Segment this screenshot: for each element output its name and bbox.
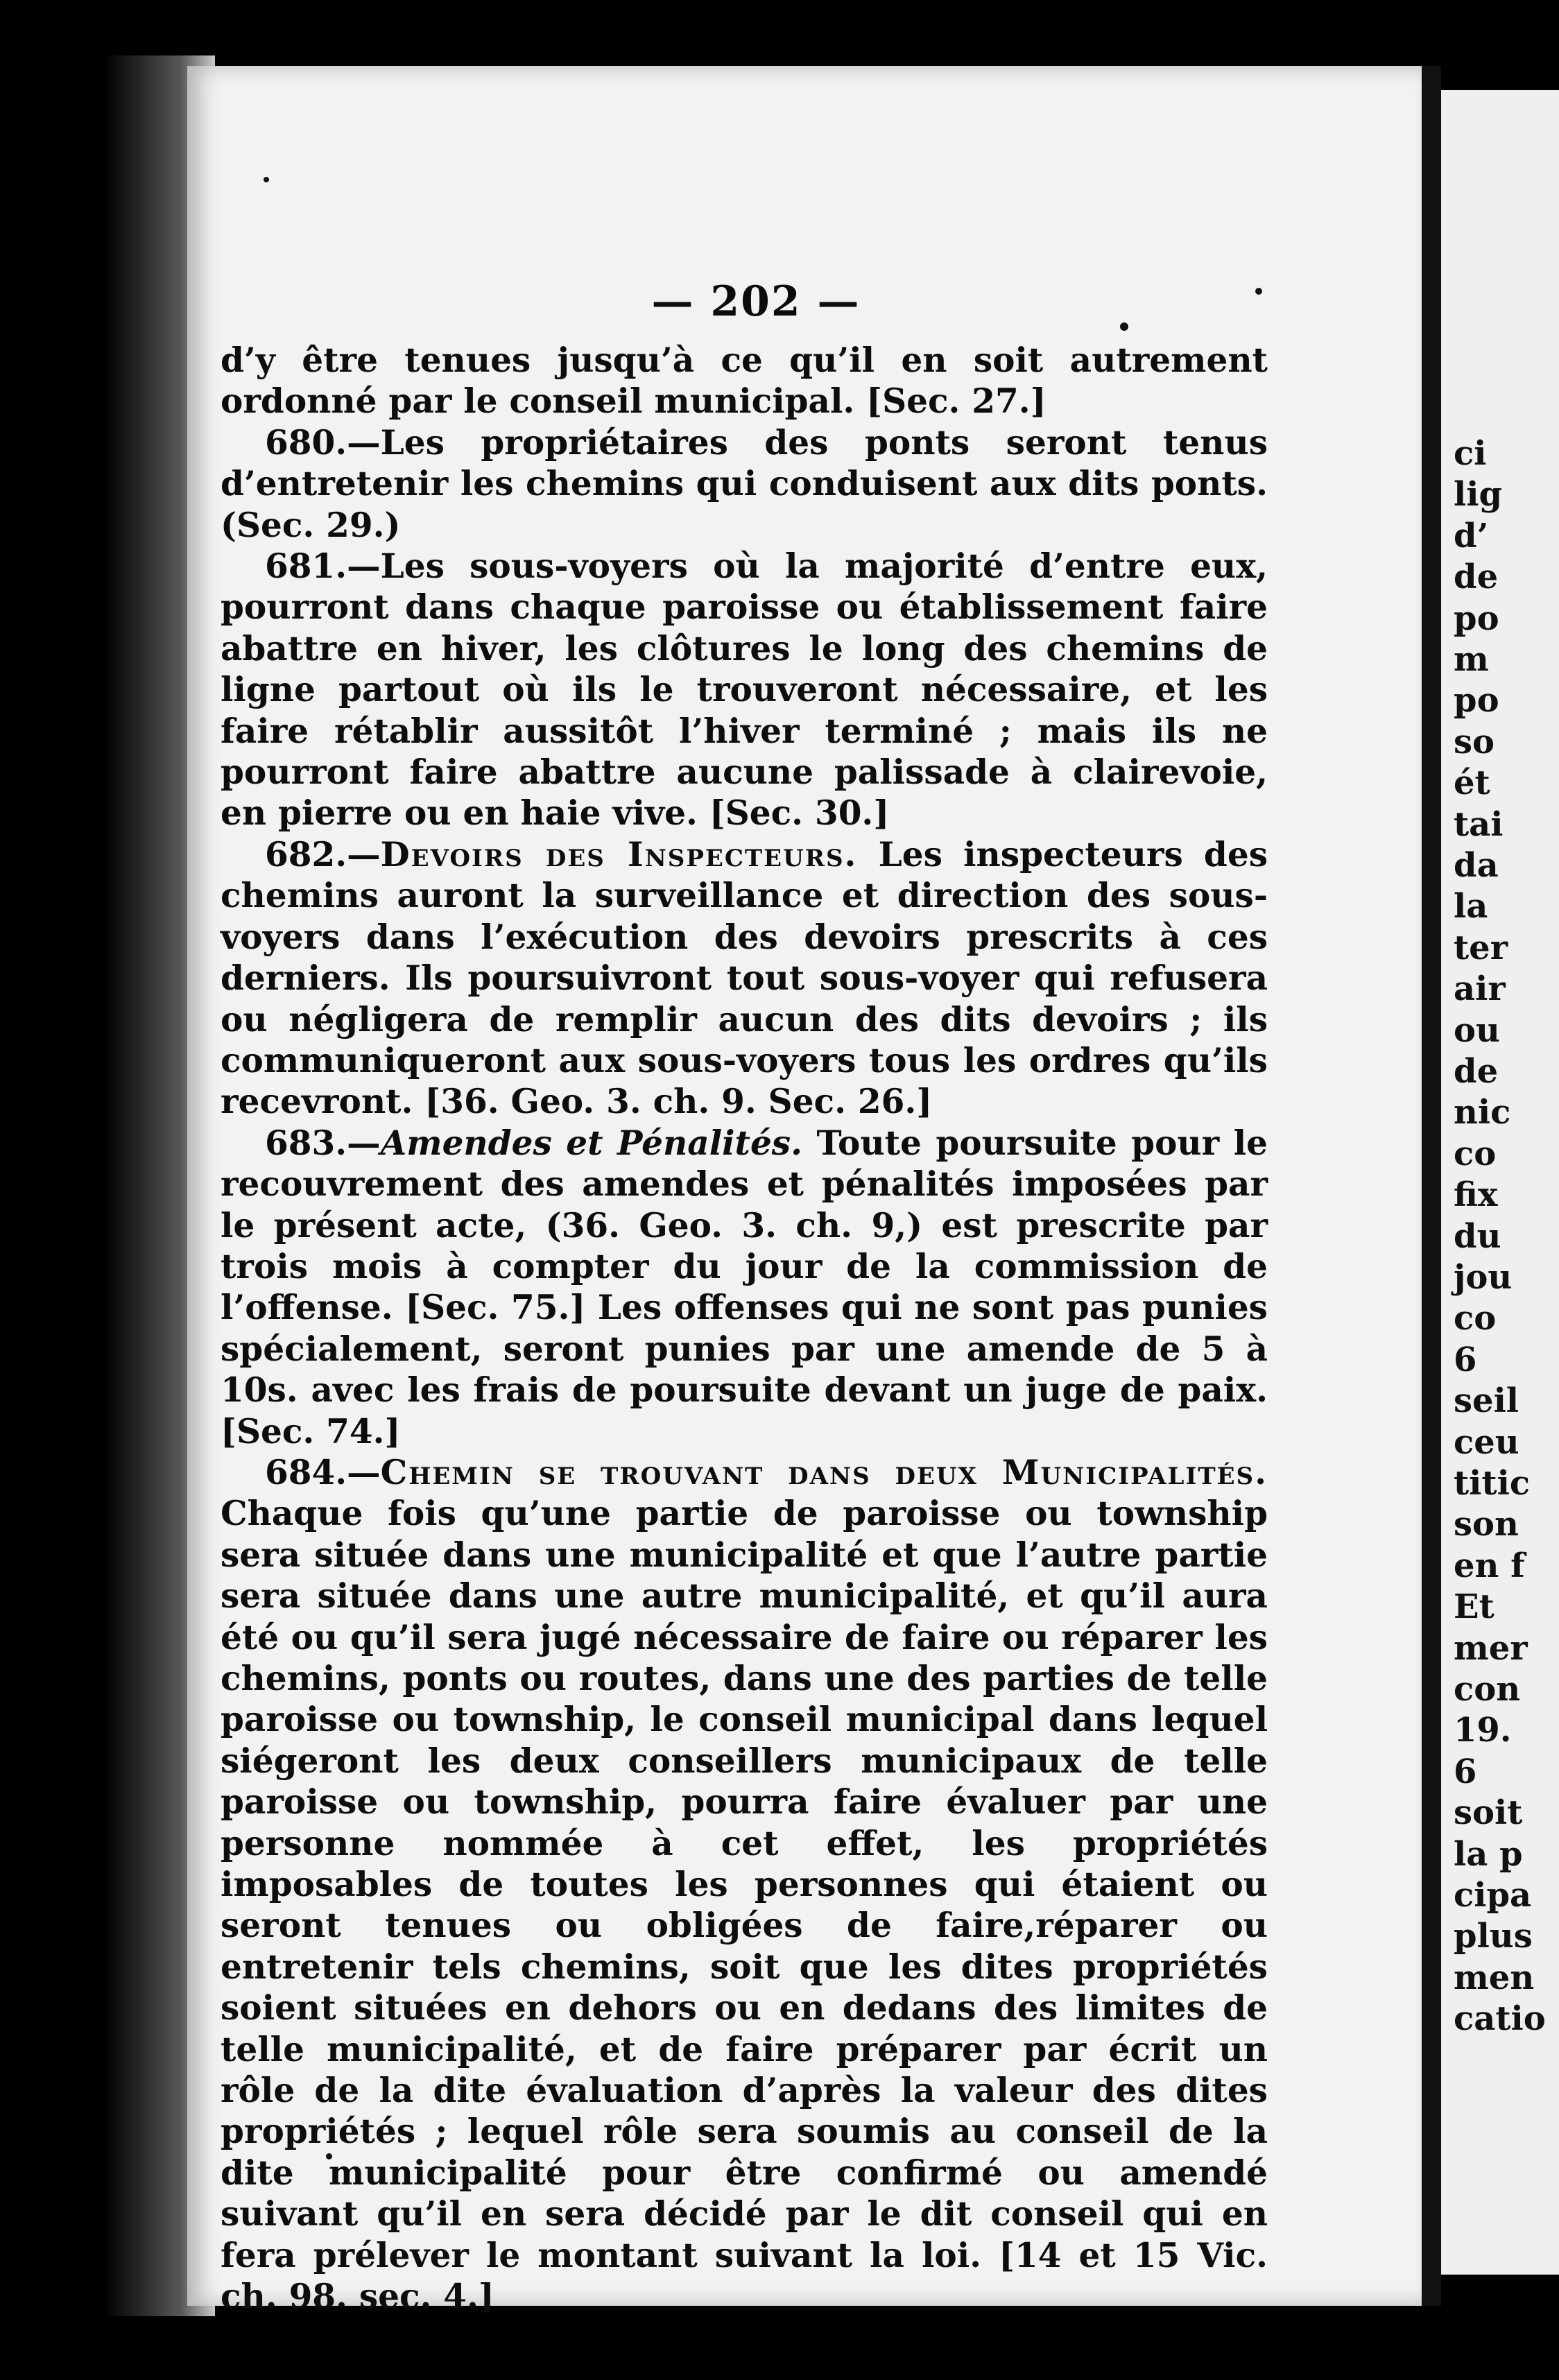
facing-page-fragment: du [1454,1216,1501,1256]
facing-page-fragment: men [1454,1958,1535,1997]
facing-page-fragment: fix [1454,1175,1498,1215]
facing-page-fragment: cipa [1454,1876,1532,1915]
facing-page-fragment: Et [1454,1587,1495,1627]
facing-page-fragment: con [1454,1670,1521,1709]
facing-page-fragment: co [1454,1299,1497,1338]
facing-page-fragment: son [1454,1505,1519,1544]
facing-page-fragment: ou [1454,1010,1500,1050]
page-gutter [1422,66,1441,2306]
facing-page-fragment: seil [1454,1381,1519,1421]
facing-page-fragment: de [1454,558,1499,597]
facing-page-fragment: titic [1454,1464,1531,1503]
facing-page-fragment: nic [1454,1093,1511,1132]
facing-page-fragment: ci [1454,434,1487,473]
facing-page-fragment: mer [1454,1628,1528,1668]
facing-page-fragment: ter [1454,928,1508,967]
paragraph-continuation: d’y être tenues jusqu’à ce qu’il en soit autrement ordonné par le conseil municipal. [Sec. 27.] [221,340,1268,422]
facing-page-fragment: plus [1454,1917,1533,1956]
page-number: — 202 — [651,277,861,326]
facing-page-fragment: 19. [1454,1711,1512,1750]
facing-page-fragment: d’ [1454,516,1489,555]
section-heading: Devoirs des Inspecteurs. [380,834,858,874]
facing-page-fragment: so [1454,722,1495,761]
facing-page-fragment: soit [1454,1793,1523,1833]
facing-page-fragment: air [1454,969,1506,1009]
facing-page-fragment: tai [1454,804,1504,844]
facing-page-fragment: en f [1454,1546,1525,1585]
facing-page-fragment: ceu [1454,1422,1519,1462]
facing-page-fragment: catio [1454,1999,1546,2039]
facing-page-fragment: la [1454,887,1488,926]
facing-page-fragment: da [1454,846,1499,885]
facing-page-fragment: jou [1454,1258,1513,1297]
facing-page-fragment: ét [1454,764,1490,803]
facing-page-fragment: 6 [1454,1340,1477,1379]
facing-page-fragment: po [1454,598,1499,638]
facing-page-fragment: lig [1454,475,1503,515]
section-heading: Chemin se trouvant dans deux Municipalités. [380,1452,1268,1492]
facing-page-fragment: co [1454,1134,1497,1173]
paragraph-683: 683.—Amendes et Pénalités. Toute poursuite pour le recouvrement des amendes et pénalités imposées par le présent acte, (36. Geo. 3. ch. 9,) est prescrite par trois mois à compter du jour de la commission de l’offense. [Sec. 75.] Les offenses qui ne sont pas punies spécialement, seront punies par une amende de 5 à 10s. avec les frais de poursuite devant un juge de paix. [Sec. 74.] [221,1123,1268,1451]
facing-page-edge [1441,90,1559,2275]
section-heading: Amendes et Pénalités. [380,1123,802,1163]
facing-page-fragment: la p [1454,1834,1523,1874]
paragraph-682: 682.—Devoirs des Inspecteurs. Les inspecteurs des chemins auront la surveillance et direction des sous-voyers dans l’exécution des devoirs prescrits à ces derniers. Ils poursuivront tout sous-voyer qui refusera ou négligera de remplir aucun des dits devoirs ; ils communiqueront aux sous-voyers tous les ordres qu’ils recevront. [36. Geo. 3. ch. 9. Sec. 26.] [221,834,1268,1122]
facing-page-fragment: po [1454,681,1499,721]
paragraph-680: 680.—Les propriétaires des ponts seront tenus d’entretenir les chemins qui conduisent aux dits ponts. (Sec. 29.) [221,422,1268,545]
body-text [221,340,1268,2318]
ink-speck [264,177,269,182]
paragraph-681: 681.—Les sous-voyers où la majorité d’entre eux, pourront dans chaque paroisse ou établissement faire abattre en hiver, les clôtures le long des chemins de ligne partout où ils le trouveront nécessaire, et les faire rétablir aussitôt l’hiver terminé ; mais ils ne pourront faire abattre aucune palissade à clairevoie, en pierre ou en haie vive. [Sec. 30.] [221,546,1268,834]
paragraph-684: 684.—Chemin se trouvant dans deux Municipalités. Chaque fois qu’une partie de paroisse ou township sera située dans une municipalité et que l’autre partie sera située dans une autre municipalité, et qu’il aura été ou qu’il sera jugé nécessaire de faire ou réparer les chemins, ponts ou routes, dans une des parties de telle paroisse ou township, le conseil municipal dans lequel siégeront les deux conseillers municipaux de telle paroisse ou township, pourra faire évaluer par une personne nommée à cet effet, les propriétés imposables de toutes les personnes qui étaient ou seront tenues ou obligées de faire,réparer ou entretenir tels chemins, soit que les dites propriétés soient situées en dehors ou en dedans des limites de telle municipalité, et de faire préparer par écrit un rôle de la dite évaluation d’après la valeur des dites propriétés ; lequel rôle sera soumis au conseil de la dite municipalité pour être confirmé ou amendé suivant qu’il en sera décidé par le dit conseil qui en fera prélever le montant suivant la loi. [14 et 15 Vic. ch. 98. sec. 4.] [221,1452,1268,2317]
facing-page-fragment: de [1454,1052,1499,1091]
facing-page-fragment: 6 [1454,1752,1477,1791]
facing-page-fragment: m [1454,640,1489,679]
